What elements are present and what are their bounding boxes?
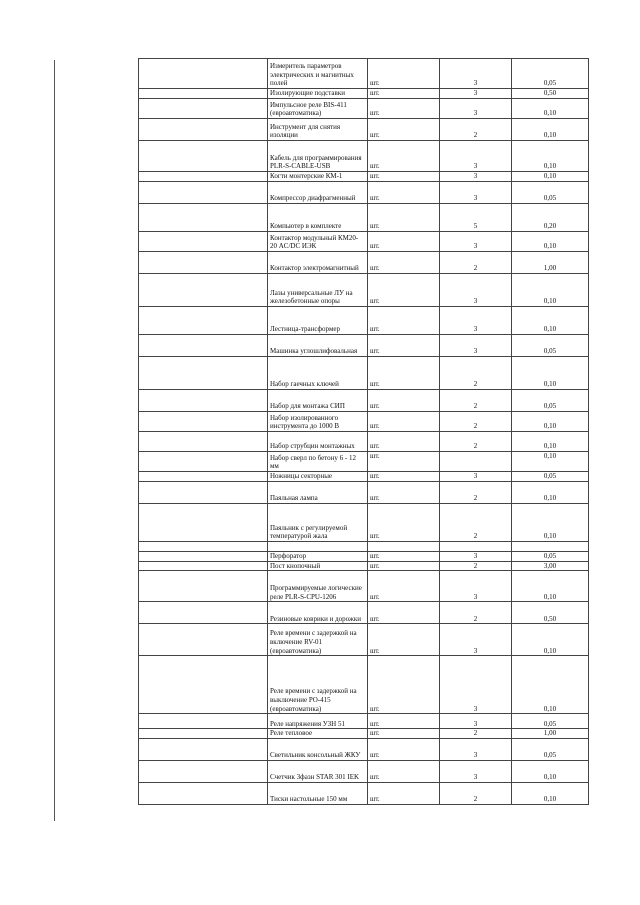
quantity-cell: 3 xyxy=(440,472,512,482)
row-blank-cell xyxy=(139,357,268,390)
row-blank-cell xyxy=(139,571,268,602)
item-name-cell: Импульсное реле BIS-411 (евроавтоматика) xyxy=(268,99,368,119)
quantity-cell: 3 xyxy=(440,738,512,760)
value-cell: 0,05 xyxy=(512,738,589,760)
row-blank-cell xyxy=(139,472,268,482)
table-row xyxy=(139,59,589,89)
quantity-cell: 2 xyxy=(440,412,512,432)
table-row xyxy=(139,729,589,739)
item-name-cell: Пост кнопочный xyxy=(268,561,368,571)
item-name-cell: Компьютер в комплекте xyxy=(268,204,368,232)
quantity-cell: 3 xyxy=(440,656,512,714)
row-blank-cell xyxy=(139,452,268,472)
quantity-cell: 3 xyxy=(440,335,512,357)
quantity-cell: 3 xyxy=(440,274,512,307)
quantity-cell: 2 xyxy=(440,390,512,412)
value-cell: 0,10 xyxy=(512,571,589,602)
row-blank-cell xyxy=(139,782,268,804)
item-name-cell: Набор изолированного инструмента до 1000 В xyxy=(268,412,368,432)
unit-cell: шт. xyxy=(368,571,440,602)
row-blank-cell xyxy=(139,504,268,542)
unit-cell: шт. xyxy=(368,760,440,782)
value-cell: 0,10 xyxy=(512,760,589,782)
row-blank-cell xyxy=(139,390,268,412)
table-row xyxy=(139,252,589,274)
item-name-cell: Счетчик 3фазн STAR 301 IEK xyxy=(268,760,368,782)
item-name-cell: Контактор электромагнитный xyxy=(268,252,368,274)
equipment-table-body xyxy=(139,59,589,805)
item-name-cell: Контактор модульный КМ20-20 AC/DC ИЭК xyxy=(268,232,368,252)
row-blank-cell xyxy=(139,232,268,252)
quantity-cell: 2 xyxy=(440,729,512,739)
unit-cell: шт. xyxy=(368,624,440,656)
row-blank-cell xyxy=(139,307,268,335)
quantity-cell: 3 xyxy=(440,89,512,99)
item-name-cell: Реле времени с задержкой на выключение PO-415 (евроавтоматика) xyxy=(268,656,368,714)
unit-cell: шт. xyxy=(368,552,440,562)
value-cell: 1,00 xyxy=(512,252,589,274)
row-blank-cell xyxy=(139,482,268,504)
unit-cell: шт. xyxy=(368,656,440,714)
quantity-cell: 3 xyxy=(440,571,512,602)
quantity-cell: 3 xyxy=(440,307,512,335)
value-cell: 0,10 xyxy=(512,782,589,804)
unit-cell: шт. xyxy=(368,714,440,729)
unit-cell: шт. xyxy=(368,307,440,335)
item-name-cell: Лестница-трансформер xyxy=(268,307,368,335)
table-row xyxy=(139,504,589,542)
unit-cell: шт. xyxy=(368,482,440,504)
item-name-cell: Перфоратор xyxy=(268,552,368,562)
value-cell: 0,05 xyxy=(512,182,589,204)
unit-cell: шт. xyxy=(368,738,440,760)
row-blank-cell xyxy=(139,624,268,656)
value-cell: 0,10 xyxy=(512,172,589,182)
value-cell: 0,10 xyxy=(512,656,589,714)
row-blank-cell xyxy=(139,602,268,624)
value-cell: 0,10 xyxy=(512,307,589,335)
item-name-cell: Светильник консольный ЖКУ xyxy=(268,738,368,760)
item-name-cell: Машинка углошлифовальная xyxy=(268,335,368,357)
row-blank-cell xyxy=(139,760,268,782)
unit-cell: шт. xyxy=(368,99,440,119)
table-row xyxy=(139,602,589,624)
value-cell: 0,10 xyxy=(512,357,589,390)
quantity-cell: 2 xyxy=(440,504,512,542)
table-row xyxy=(139,204,589,232)
table-row xyxy=(139,656,589,714)
left-margin-rule xyxy=(54,60,55,821)
table-row xyxy=(139,624,589,656)
value-cell: 0,10 xyxy=(512,141,589,172)
value-cell: 0,05 xyxy=(512,390,589,412)
item-name-cell: Паяльная лампа xyxy=(268,482,368,504)
table-row xyxy=(139,172,589,182)
table-row xyxy=(139,782,589,804)
value-cell: 0,10 xyxy=(512,99,589,119)
table-row xyxy=(139,542,589,552)
value-cell: 0,10 xyxy=(512,432,589,452)
row-blank-cell xyxy=(139,335,268,357)
unit-cell: шт. xyxy=(368,561,440,571)
quantity-cell: 2 xyxy=(440,602,512,624)
quantity-cell: 3 xyxy=(440,232,512,252)
item-name-cell xyxy=(268,542,368,552)
table-row xyxy=(139,335,589,357)
value-cell xyxy=(512,542,589,552)
table-row xyxy=(139,482,589,504)
row-blank-cell xyxy=(139,738,268,760)
quantity-cell: 3 xyxy=(440,714,512,729)
unit-cell: шт. xyxy=(368,472,440,482)
value-cell: 1,00 xyxy=(512,729,589,739)
item-name-cell: Ножницы секторные xyxy=(268,472,368,482)
item-name-cell: Когти монтерские КМ-1 xyxy=(268,172,368,182)
row-blank-cell xyxy=(139,182,268,204)
table-row xyxy=(139,738,589,760)
row-blank-cell xyxy=(139,714,268,729)
table-row xyxy=(139,232,589,252)
item-name-cell: Лазы универсальные ЛУ на железобетонные опоры xyxy=(268,274,368,307)
table-row xyxy=(139,357,589,390)
unit-cell: шт. xyxy=(368,232,440,252)
table-row xyxy=(139,412,589,432)
table-row xyxy=(139,89,589,99)
unit-cell: шт. xyxy=(368,119,440,141)
value-cell: 0,10 xyxy=(512,504,589,542)
value-cell: 0,10 xyxy=(512,232,589,252)
row-blank-cell xyxy=(139,89,268,99)
unit-cell: шт. xyxy=(368,357,440,390)
quantity-cell: 2 xyxy=(440,482,512,504)
quantity-cell: 2 xyxy=(440,252,512,274)
row-blank-cell xyxy=(139,252,268,274)
row-blank-cell xyxy=(139,204,268,232)
table-row xyxy=(139,432,589,452)
quantity-cell xyxy=(440,542,512,552)
item-name-cell: Программируемые логические реле PLR-S-CPU-1206 xyxy=(268,571,368,602)
unit-cell: шт. xyxy=(368,335,440,357)
unit-cell: шт. xyxy=(368,141,440,172)
row-blank-cell xyxy=(139,59,268,89)
quantity-cell: 2 xyxy=(440,432,512,452)
quantity-cell: 2 xyxy=(440,119,512,141)
unit-cell xyxy=(368,542,440,552)
row-blank-cell xyxy=(139,412,268,432)
value-cell: 0,10 xyxy=(512,119,589,141)
quantity-cell: 2 xyxy=(440,782,512,804)
item-name-cell: Реле времени с задержкой на включение RV-01 (евроавтоматика) xyxy=(268,624,368,656)
row-blank-cell xyxy=(139,656,268,714)
table-row xyxy=(139,552,589,562)
row-blank-cell xyxy=(139,141,268,172)
unit-cell: шт. xyxy=(368,504,440,542)
unit-cell: шт. xyxy=(368,172,440,182)
item-name-cell: Измеритель параметров электрических и магнитных полей xyxy=(268,59,368,89)
unit-cell: шт. xyxy=(368,602,440,624)
quantity-cell: 3 xyxy=(440,624,512,656)
table-row xyxy=(139,714,589,729)
value-cell: 0,10 xyxy=(512,482,589,504)
row-blank-cell xyxy=(139,552,268,562)
unit-cell: шт. xyxy=(368,59,440,89)
quantity-cell: 2 xyxy=(440,561,512,571)
table-row xyxy=(139,307,589,335)
table-row xyxy=(139,141,589,172)
row-blank-cell xyxy=(139,542,268,552)
unit-cell: шт. xyxy=(368,89,440,99)
unit-cell: шт. xyxy=(368,274,440,307)
value-cell: 0,05 xyxy=(512,472,589,482)
unit-cell: шт. xyxy=(368,432,440,452)
value-cell: 0,20 xyxy=(512,204,589,232)
item-name-cell: Реле напряжения УЗН 51 xyxy=(268,714,368,729)
row-blank-cell xyxy=(139,729,268,739)
quantity-cell: 3 xyxy=(440,99,512,119)
table-row xyxy=(139,274,589,307)
table-row xyxy=(139,571,589,602)
row-blank-cell xyxy=(139,99,268,119)
unit-cell: шт. xyxy=(368,182,440,204)
table-row xyxy=(139,561,589,571)
row-blank-cell xyxy=(139,119,268,141)
table-row xyxy=(139,760,589,782)
row-blank-cell xyxy=(139,274,268,307)
value-cell: 0,05 xyxy=(512,714,589,729)
table-row xyxy=(139,99,589,119)
unit-cell: шт. xyxy=(368,412,440,432)
item-name-cell: Компрессор диафрагменный xyxy=(268,182,368,204)
item-name-cell: Паяльник с регулируемой температурой жала xyxy=(268,504,368,542)
row-blank-cell xyxy=(139,432,268,452)
quantity-cell: 3 xyxy=(440,59,512,89)
item-name-cell: Резиновые коврики и дорожки xyxy=(268,602,368,624)
quantity-cell: 3 xyxy=(440,172,512,182)
quantity-cell: 3 xyxy=(440,141,512,172)
item-name-cell: Инструмент для снятия изоляции xyxy=(268,119,368,141)
unit-cell: шт. xyxy=(368,390,440,412)
item-name-cell: Реле тепловое xyxy=(268,729,368,739)
value-cell: 0,50 xyxy=(512,602,589,624)
unit-cell: шт. xyxy=(368,204,440,232)
item-name-cell: Набор гаечных ключей xyxy=(268,357,368,390)
unit-cell: шт. xyxy=(368,452,440,472)
value-cell: 0,10 xyxy=(512,274,589,307)
quantity-cell: 3 xyxy=(440,182,512,204)
value-cell: 0,05 xyxy=(512,552,589,562)
value-cell: 0,10 xyxy=(512,412,589,432)
unit-cell: шт. xyxy=(368,782,440,804)
row-blank-cell xyxy=(139,561,268,571)
item-name-cell: Набор для монтажа СИП xyxy=(268,390,368,412)
unit-cell: шт. xyxy=(368,252,440,274)
value-cell: 0,05 xyxy=(512,335,589,357)
row-blank-cell xyxy=(139,172,268,182)
value-cell: 0,10 xyxy=(512,452,589,472)
quantity-cell: 3 xyxy=(440,552,512,562)
table-row xyxy=(139,452,589,472)
quantity-cell: 3 xyxy=(440,760,512,782)
unit-cell: шт. xyxy=(368,729,440,739)
table-row xyxy=(139,472,589,482)
value-cell: 0,10 xyxy=(512,624,589,656)
table-row xyxy=(139,119,589,141)
value-cell: 3,00 xyxy=(512,561,589,571)
table-row xyxy=(139,182,589,204)
value-cell: 0,05 xyxy=(512,59,589,89)
table-row xyxy=(139,390,589,412)
quantity-cell: 2 xyxy=(440,357,512,390)
equipment-table xyxy=(138,58,589,805)
item-name-cell: Набор струбцин монтажных xyxy=(268,432,368,452)
value-cell: 0,50 xyxy=(512,89,589,99)
quantity-cell: 5 xyxy=(440,204,512,232)
item-name-cell: Набор сверл по бетону 6 - 12 мм xyxy=(268,452,368,472)
item-name-cell: Кабель для программирования PLR-S-CABLE-USB xyxy=(268,141,368,172)
item-name-cell: Тиски настольные 150 мм xyxy=(268,782,368,804)
item-name-cell: Изолирующие подставки xyxy=(268,89,368,99)
quantity-cell xyxy=(440,452,512,472)
